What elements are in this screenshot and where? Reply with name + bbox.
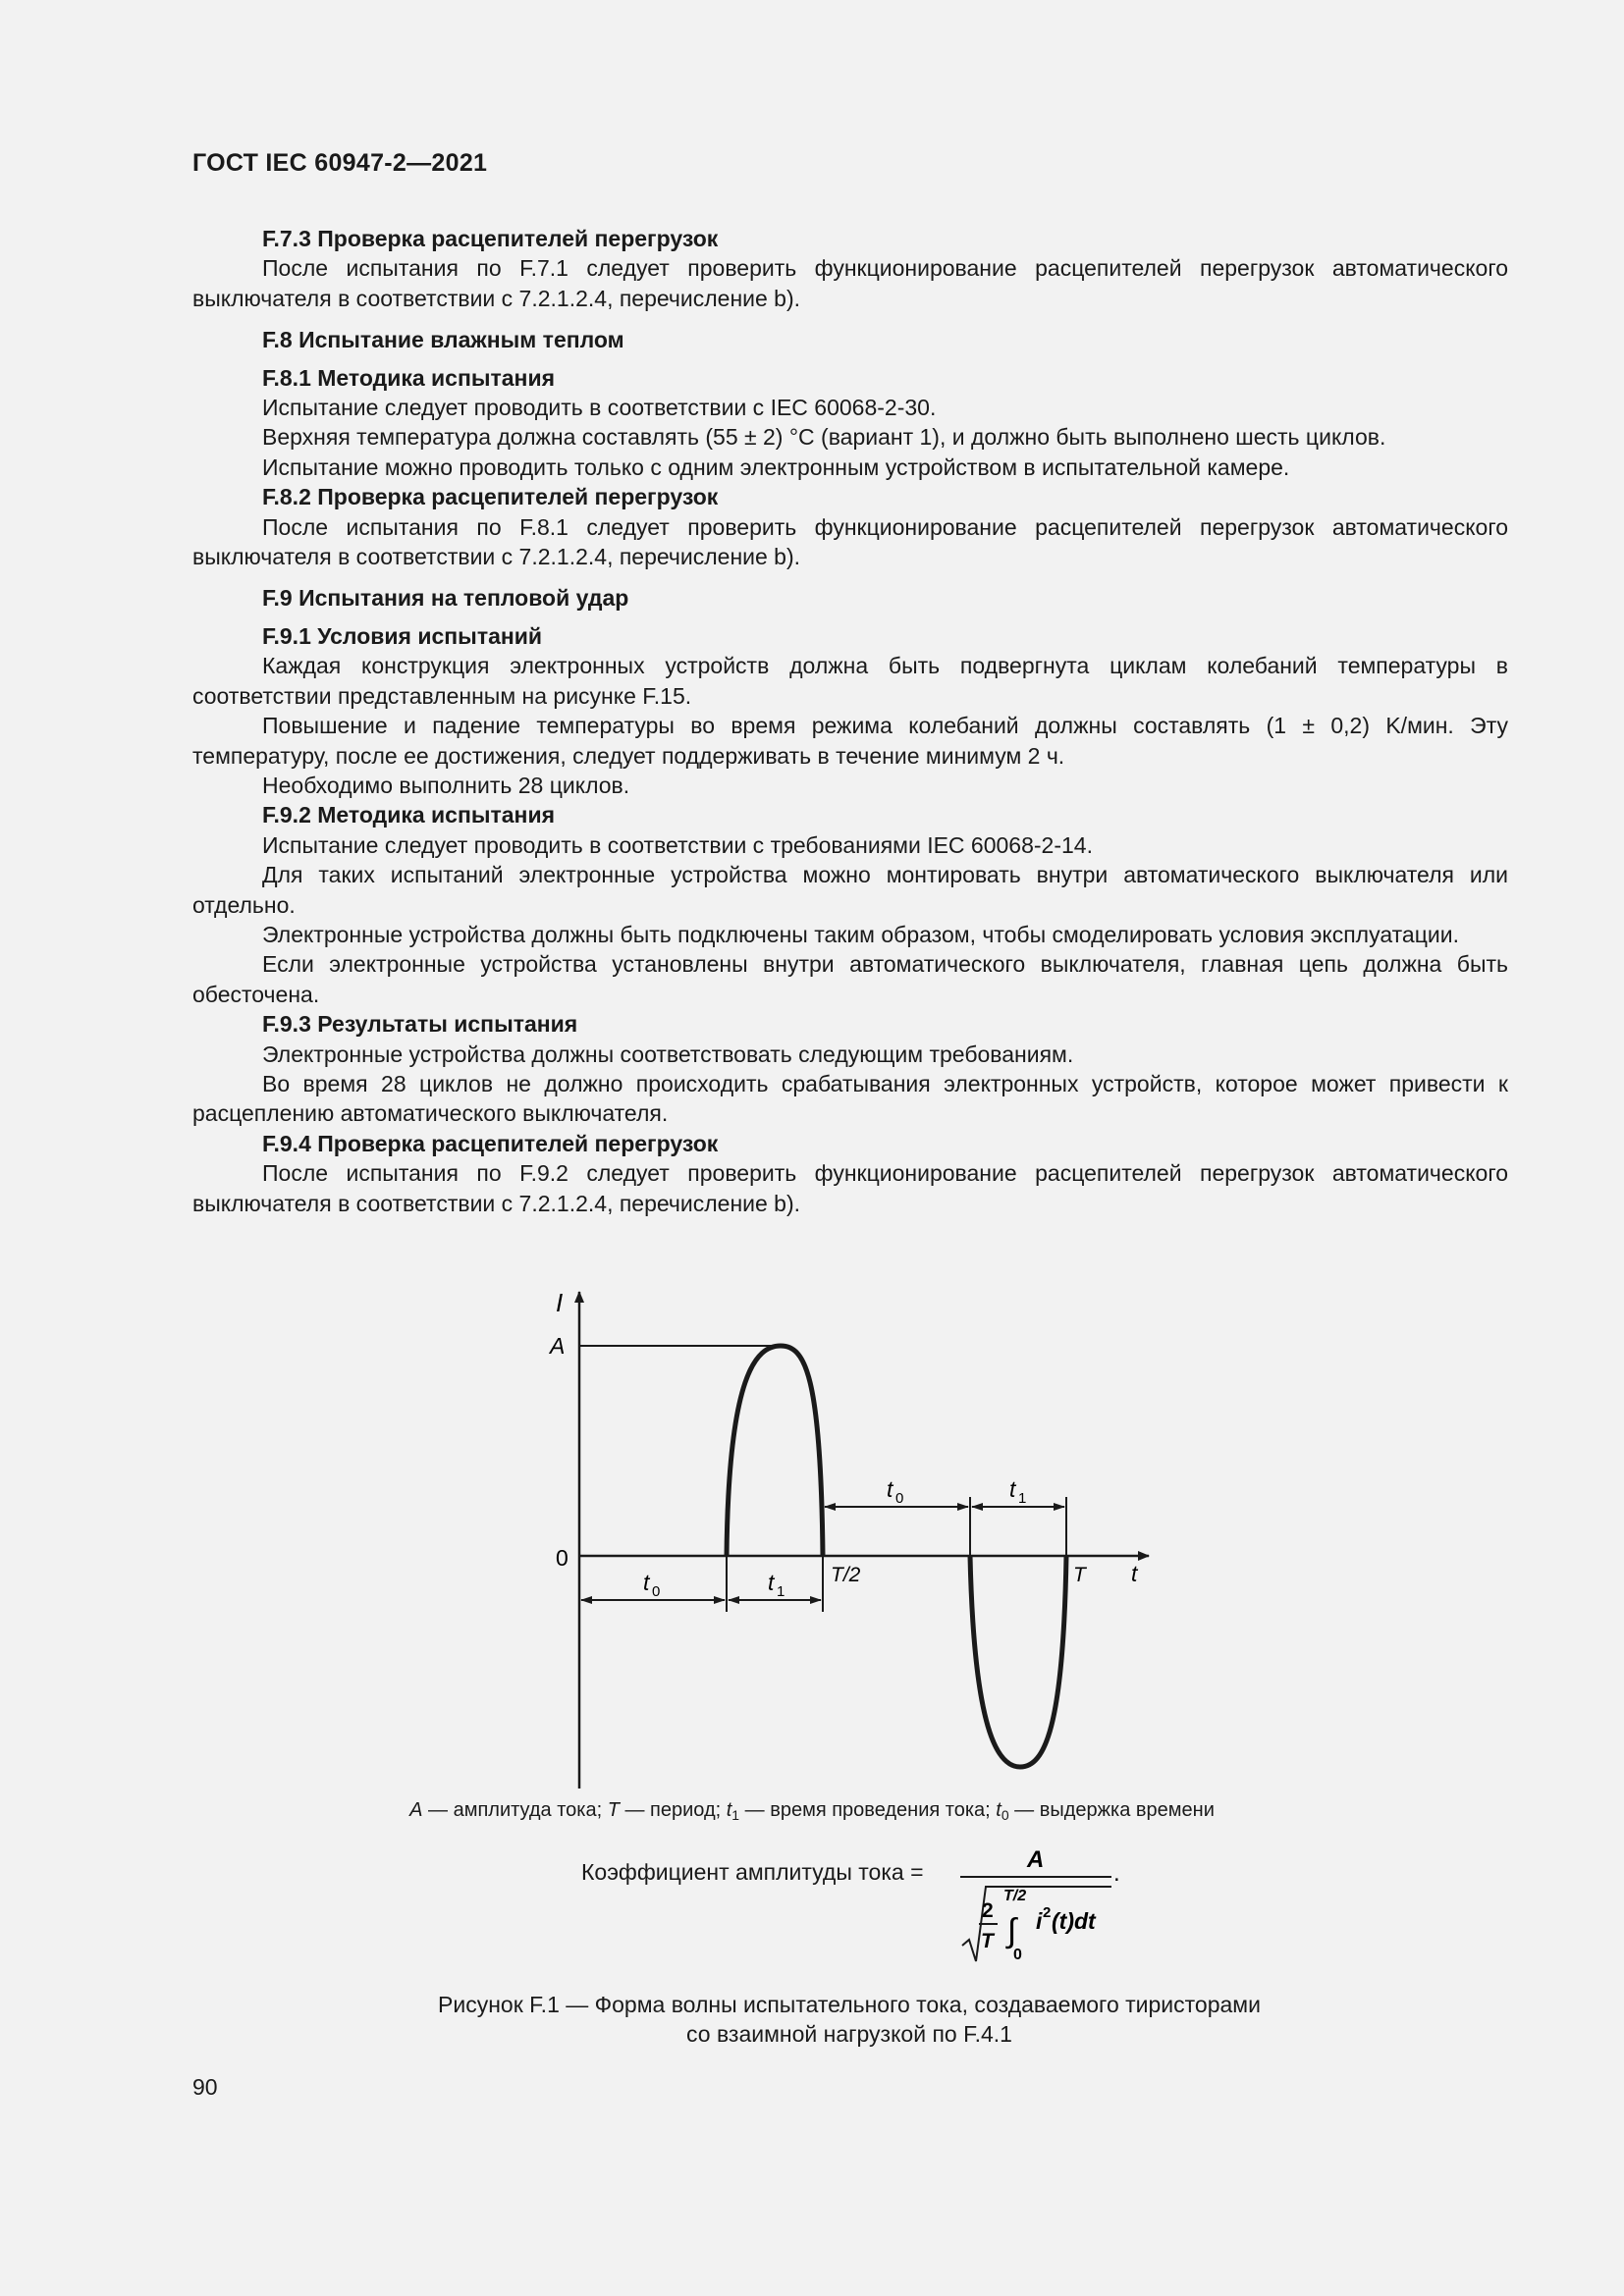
paragraph: Во время 28 циклов не должно происходить срабатывания электронных устройств, которое может привести к расцеплению автоматического выключателя. <box>192 1070 1508 1127</box>
paragraph: Испытание следует проводить в соответствии с требованиями IEC 60068-2-14. <box>262 831 1093 858</box>
document-header: ГОСТ IEC 60947-2—2021 <box>192 149 488 177</box>
paragraph: Для таких испытаний электронные устройства можно монтировать внутри автоматического выключателя или отдельно. <box>192 862 1508 918</box>
figure-legend: A — амплитуда тока; T — период; $t_1$ — время проведения тока; $t_0$ — выдержка времени <box>409 1799 1215 1823</box>
paragraph: Повышение и падение температуры во время режима колебаний должны составлять (1 ± 0,2) K/мин. Эту температуру, после ее достижения, следует поддерживать в течение минимум 2 ч. <box>192 713 1508 769</box>
paragraph: Если электронные устройства установлены внутри автоматического выключателя, главная цепь должна быть обесточена. <box>192 951 1508 1007</box>
paragraph: После испытания по F.8.1 следует проверить функционирование расцепителей перегрузок автоматического выключателя в соответствии с 7.2.1.2.4, перечисление b). <box>192 513 1508 570</box>
formula-period: . <box>1113 1860 1120 1887</box>
figure-caption <box>0 1990 1624 2049</box>
svg-text:1: 1 <box>1018 1490 1027 1507</box>
t1-lower-label <box>768 1570 785 1600</box>
document-body <box>192 224 1508 1218</box>
svg-text:0: 0 <box>895 1490 904 1507</box>
integrand-power: 2 <box>1043 1904 1052 1921</box>
t1-upper-label <box>1009 1476 1026 1507</box>
frac-two: 2 <box>982 1899 994 1922</box>
paragraph: После испытания по F.9.2 следует проверить функционирование расцепителей перегрузок автоматического выключателя в соответствии с 7.2.1.2.4, перечисление b). <box>192 1160 1508 1216</box>
paragraph: Верхняя температура должна составлять (55 ± 2) °C (вариант 1), и должно быть выполнено шесть циклов. <box>262 424 1386 451</box>
page-number: 90 <box>192 2074 218 2100</box>
svg-text:t: t <box>768 1570 775 1595</box>
x-axis-label: t <box>1131 1561 1138 1586</box>
paragraph: Электронные устройства должны быть подключены таким образом, чтобы смоделировать условия эксплуатации. <box>262 921 1459 947</box>
positive-half-wave <box>727 1346 823 1556</box>
half-period-label: T/2 <box>831 1564 861 1586</box>
svg-text:t: t <box>887 1476 893 1502</box>
caption-line-2: со взаимной нагрузкой по F.4.1 <box>686 2021 1012 2047</box>
paragraph: Необходимо выполнить 28 циклов. <box>262 772 630 798</box>
heading-f81: F.8.1 Методика испытания <box>262 364 556 391</box>
caption-line-1: Рисунок F.1 — Форма волны испытательного тока, создаваемого тиристорами <box>438 1992 1261 2017</box>
paragraph: Испытание можно проводить только с одним электронным устройством в испытательной камере. <box>262 454 1290 480</box>
heading-f91: F.9.1 Условия испытаний <box>262 622 543 649</box>
paragraph: После испытания по F.7.1 следует проверить функционирование расцепителей перегрузок автоматического выключателя в соответствии с 7.2.1.2.4, перечисление b). <box>192 255 1508 311</box>
svg-text:1: 1 <box>777 1583 785 1600</box>
amplitude-label: A <box>550 1333 566 1359</box>
heading-f92: F.9.2 Методика испытания <box>262 802 556 828</box>
lower-limit: 0 <box>1013 1947 1022 1963</box>
svg-text:0: 0 <box>652 1583 661 1600</box>
upper-limit: T/2 <box>1003 1888 1027 1904</box>
formula-numerator: A <box>1027 1846 1045 1873</box>
sqrt-sign <box>962 1887 1111 1961</box>
frac-T: T <box>981 1930 994 1952</box>
heading-f82: F.8.2 Проверка расцепителей перегрузок <box>262 484 719 510</box>
negative-half-wave <box>970 1556 1066 1767</box>
heading-f9: F.9 Испытания на тепловой удар <box>262 585 629 612</box>
t0-lower-label <box>643 1570 660 1600</box>
formula-label: Коэффициент амплитуды тока = <box>581 1859 924 1885</box>
svg-text:t: t <box>643 1570 650 1595</box>
period-label: T <box>1073 1564 1086 1586</box>
zero-label: 0 <box>556 1545 568 1571</box>
heading-f8: F.8 Испытание влажным теплом <box>262 327 624 353</box>
svg-text:t: t <box>1009 1476 1016 1502</box>
paragraph: Испытание следует проводить в соответствии с IEC 60068-2-30. <box>262 395 937 421</box>
t0-upper-label <box>887 1476 903 1507</box>
heading-f93: F.9.3 Результаты испытания <box>262 1011 578 1038</box>
heading-f94: F.9.4 Проверка расцепителей перегрузок <box>262 1130 719 1156</box>
integrand: i <box>1036 1908 1043 1934</box>
integral-sign: ∫ <box>1007 1912 1017 1949</box>
paragraph: Электронные устройства должны соответствовать следующим требованиям. <box>262 1041 1074 1067</box>
heading-f73: F.7.3 Проверка расцепителей перегрузок <box>262 226 719 251</box>
crest-factor-formula <box>960 1846 1120 1963</box>
y-axis-label: I <box>556 1288 564 1317</box>
paragraph: Каждая конструкция электронных устройств должна быть подвергнута циклам колебаний температуры в соответствии представленным на рисунке F.15. <box>192 653 1508 709</box>
integrand-arg: (t)dt <box>1052 1908 1096 1934</box>
